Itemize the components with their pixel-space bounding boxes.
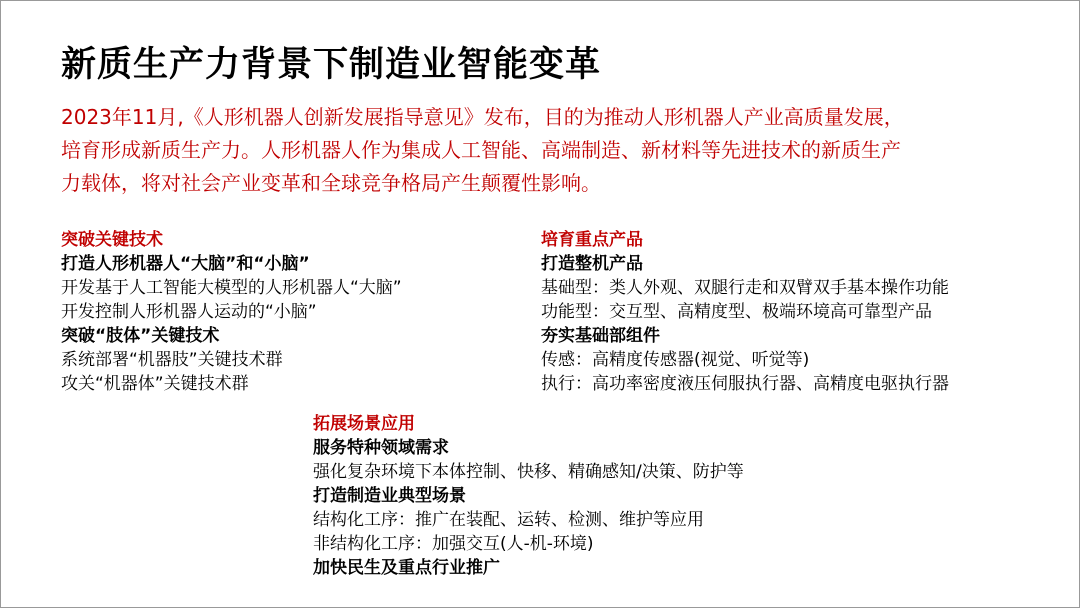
section-item: 功能型：交互型、高精度型、极端环境高可靠型产品 — [541, 302, 932, 322]
intro-line: 培育形成新质生产力。人形机器人作为集成人工智能、高端制造、新材料等先进技术的新质生产 — [61, 138, 901, 162]
section-subheading: 夯实基础部组件 — [541, 326, 660, 346]
section-item: 基础型：类人外观、双腿行走和双臂双手基本操作功能 — [541, 278, 949, 298]
section-key-products — [541, 228, 949, 396]
section-scenarios — [313, 412, 744, 580]
section-subheading: 加快民生及重点行业推广 — [313, 558, 500, 578]
section-subheading: 服务特种领域需求 — [313, 438, 449, 458]
section-item: 攻关“机器体”关键技术群 — [61, 374, 249, 394]
section-item: 系统部署“机器肢”关键技术群 — [61, 350, 283, 370]
section-item: 传感：高精度传感器(视觉、听觉等) — [541, 350, 810, 370]
section-subheading: 突破“肢体”关键技术 — [61, 326, 220, 346]
section-item: 开发控制人形机器人运动的“小脑” — [61, 302, 317, 322]
intro-line: 2023年11月,《人形机器人创新发展指导意见》发布，目的为推动人形机器人产业高质量发展， — [61, 105, 904, 129]
slide-title: 新质生产力背景下制造业智能变革 — [61, 45, 602, 85]
section-item: 结构化工序：推广在装配、运转、检测、维护等应用 — [313, 510, 704, 530]
section-subheading: 打造制造业典型场景 — [313, 486, 466, 506]
section-heading: 培育重点产品 — [541, 230, 643, 250]
section-item: 开发基于人工智能大模型的人形机器人“大脑” — [61, 278, 402, 298]
section-subheading: 打造整机产品 — [541, 254, 643, 274]
section-key-tech — [61, 228, 402, 396]
section-heading: 突破关键技术 — [61, 230, 163, 250]
section-heading: 拓展场景应用 — [313, 414, 415, 434]
section-item: 强化复杂环境下本体控制、快移、精确感知/决策、防护等 — [313, 462, 744, 482]
section-item: 非结构化工序：加强交互(人-机-环境) — [313, 534, 594, 554]
intro-line: 力载体，将对社会产业变革和全球竞争格局产生颠覆性影响。 — [61, 171, 601, 195]
section-item: 执行：高功率密度液压伺服执行器、高精度电驱执行器 — [541, 374, 949, 394]
section-subheading: 打造人形机器人“大脑”和“小脑” — [61, 254, 310, 274]
intro-paragraph — [61, 101, 1051, 200]
